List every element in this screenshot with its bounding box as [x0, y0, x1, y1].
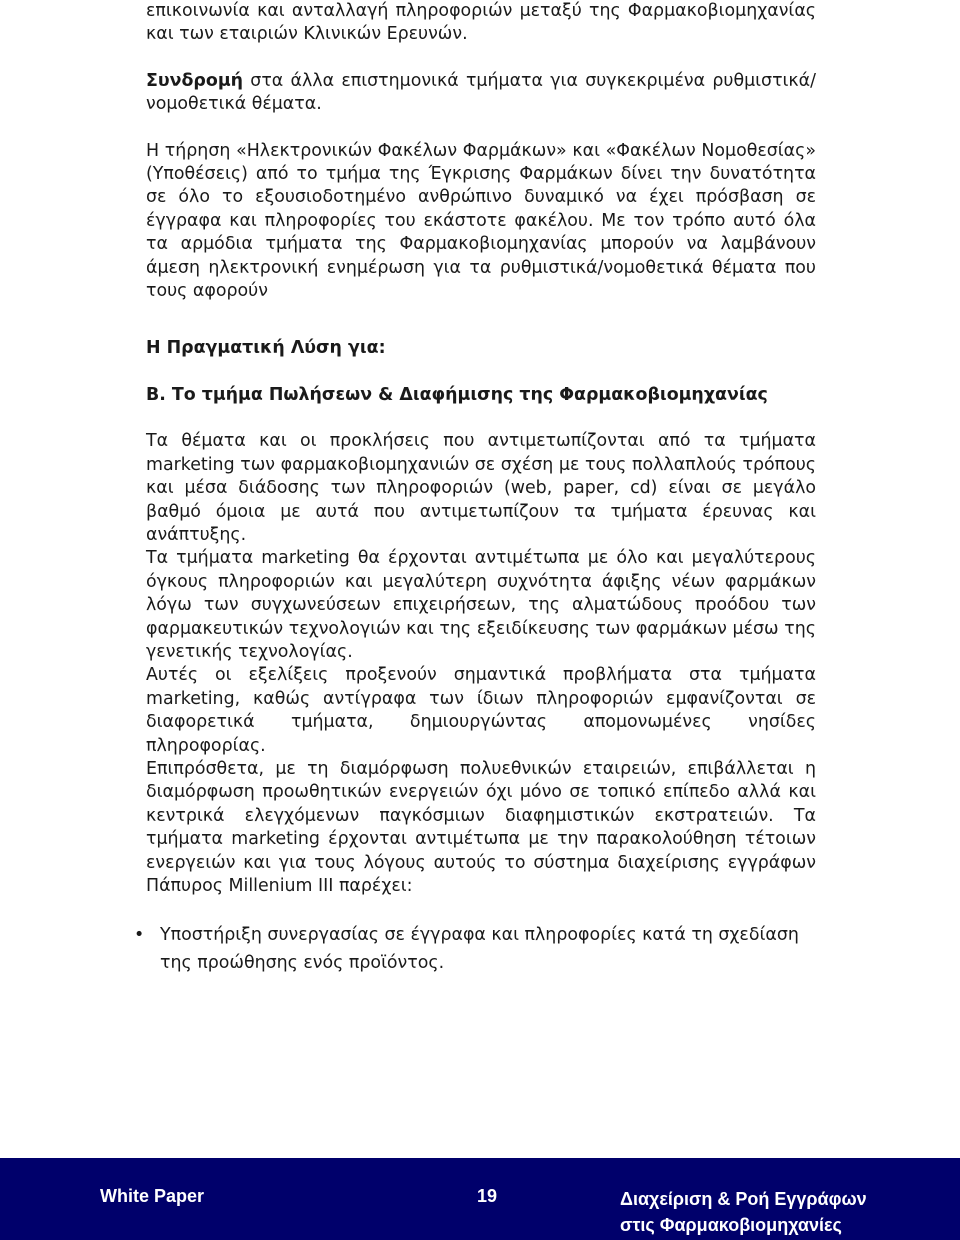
paragraph-folders: Η τήρηση «Ηλεκτρονικών Φακέλων Φαρμάκων» και «Φακέλων Νομοθεσίας» (Υποθέσεις) από το τμήμα της Έγκρισης Φαρμάκων δίνει την δυνατότητα σε όλο το εξουσιοδοτημένο ανθρώπινο δυναμικό να έχει πρόσβαση σε έγγραφα και πληροφορίες του εκάστοτε φακέλου. Με τον τρόπο αυτό όλα τα αρμόδια τμήματα της Φαρμακοβιομηχανίας μπορούν να λαμβάνουν άμεση ηλεκτρονική ενημέρωση για τα ρυθμιστικά/νομοθετικά θέματα που τους αφορούν: [146, 140, 816, 302]
footer-title: White Paper: [100, 1186, 205, 1206]
top-paragraph: επικοινωνία και ανταλλαγή πληροφοριών μεταξύ της Φαρμακοβιομηχανίας και των εταιριών Κλινικών Ερευνών.: [146, 1, 816, 45]
bullet-text: Υποστήριξη συνεργασίας σε έγγραφα και πληροφορίες κατά τη σχεδίαση της προώθησης ενός προϊόντος.: [160, 925, 799, 974]
heading-solution: Η Πραγματική Λύση για:: [146, 338, 386, 359]
paragraph-volumes: Τα τμήματα marketing θα έρχονται αντιμέτωπα με όλο και μεγαλύτερους όγκους πληροφοριών και μεγαλύτερη συχνότητα άφιξης νέων φαρμάκων λόγω των συγχωνεύσεων επιχειρήσεων, της αλματώδους προόδου των φαρμακευτικών τεχνολογιών και της εξειδίκευσης των φαρμάκων μέσω της γενετικής τεχνολογίας.: [146, 548, 816, 662]
support-text: στα άλλα επιστημονικά τμήματα για συγκεκριμένα ρυθμιστικά/νομοθετικά θέματα.: [146, 70, 816, 115]
paragraph-multinational: Επιπρόσθετα, με τη διαμόρφωση πολυεθνικών εταιρειών, επιβάλλεται η διαμόρφωση προωθητικών ενεργειών όχι μόνο σε τοπικό επίπεδο αλλά και κεντρικά ελεγχόμενων παγκόσμιων διαφημιστικών εκστρατειών. Τα τμήματα marketing έρχονται αντιμέτωπα με την παρακολούθηση τέτοιων ενεργειών και για τους λόγους αυτούς το σύστημα διαχείρισης εγγράφων Πάπυρος Millenium III παρέχει:: [146, 758, 816, 896]
page-number: 19: [477, 1186, 498, 1206]
bullet-icon: •: [134, 925, 145, 946]
paragraph-challenges: Τα θέματα και οι προκλήσεις που αντιμετωπίζονται από τα τμήματα marketing των φαρμακοβιομηχανιών σε σχέση με τους πολλαπλούς τρόπους και μέσα διάδοσης των πληροφοριών (web, paper, cd) είναι σε μεγάλο βαθμό όμοια με αυτά που αντιμετωπίζουν τα τμήματα έρευνας και ανάπτυξης.: [146, 431, 816, 545]
heading-sales-marketing: B. Το τμήμα Πωλήσεων & Διαφήμισης της Φαρμακοβιομηχανίας: [146, 384, 768, 405]
footer-subtitle: [620, 1186, 867, 1238]
support-bold: Συνδρομή: [146, 70, 243, 91]
page-body: [134, 0, 816, 977]
paragraph-developments: Αυτές οι εξελίξεις προξενούν σημαντικά προβλήματα στα τμήματα marketing, καθώς αντίγραφα των ίδιων πληροφοριών εμφανίζονται σε διαφορετικά τμήματα, δημιουργώντας απομονωμένες νησίδες πληροφορίας.: [146, 665, 816, 756]
footer-bar: [0, 1158, 960, 1240]
footer-subtitle-line1: Διαχείριση & Ροή Εγγράφων: [620, 1189, 867, 1209]
list-item: [134, 921, 816, 977]
footer-subtitle-line2: στις Φαρμακοβιομηχανίες: [620, 1215, 842, 1235]
support-paragraph: [146, 70, 816, 117]
